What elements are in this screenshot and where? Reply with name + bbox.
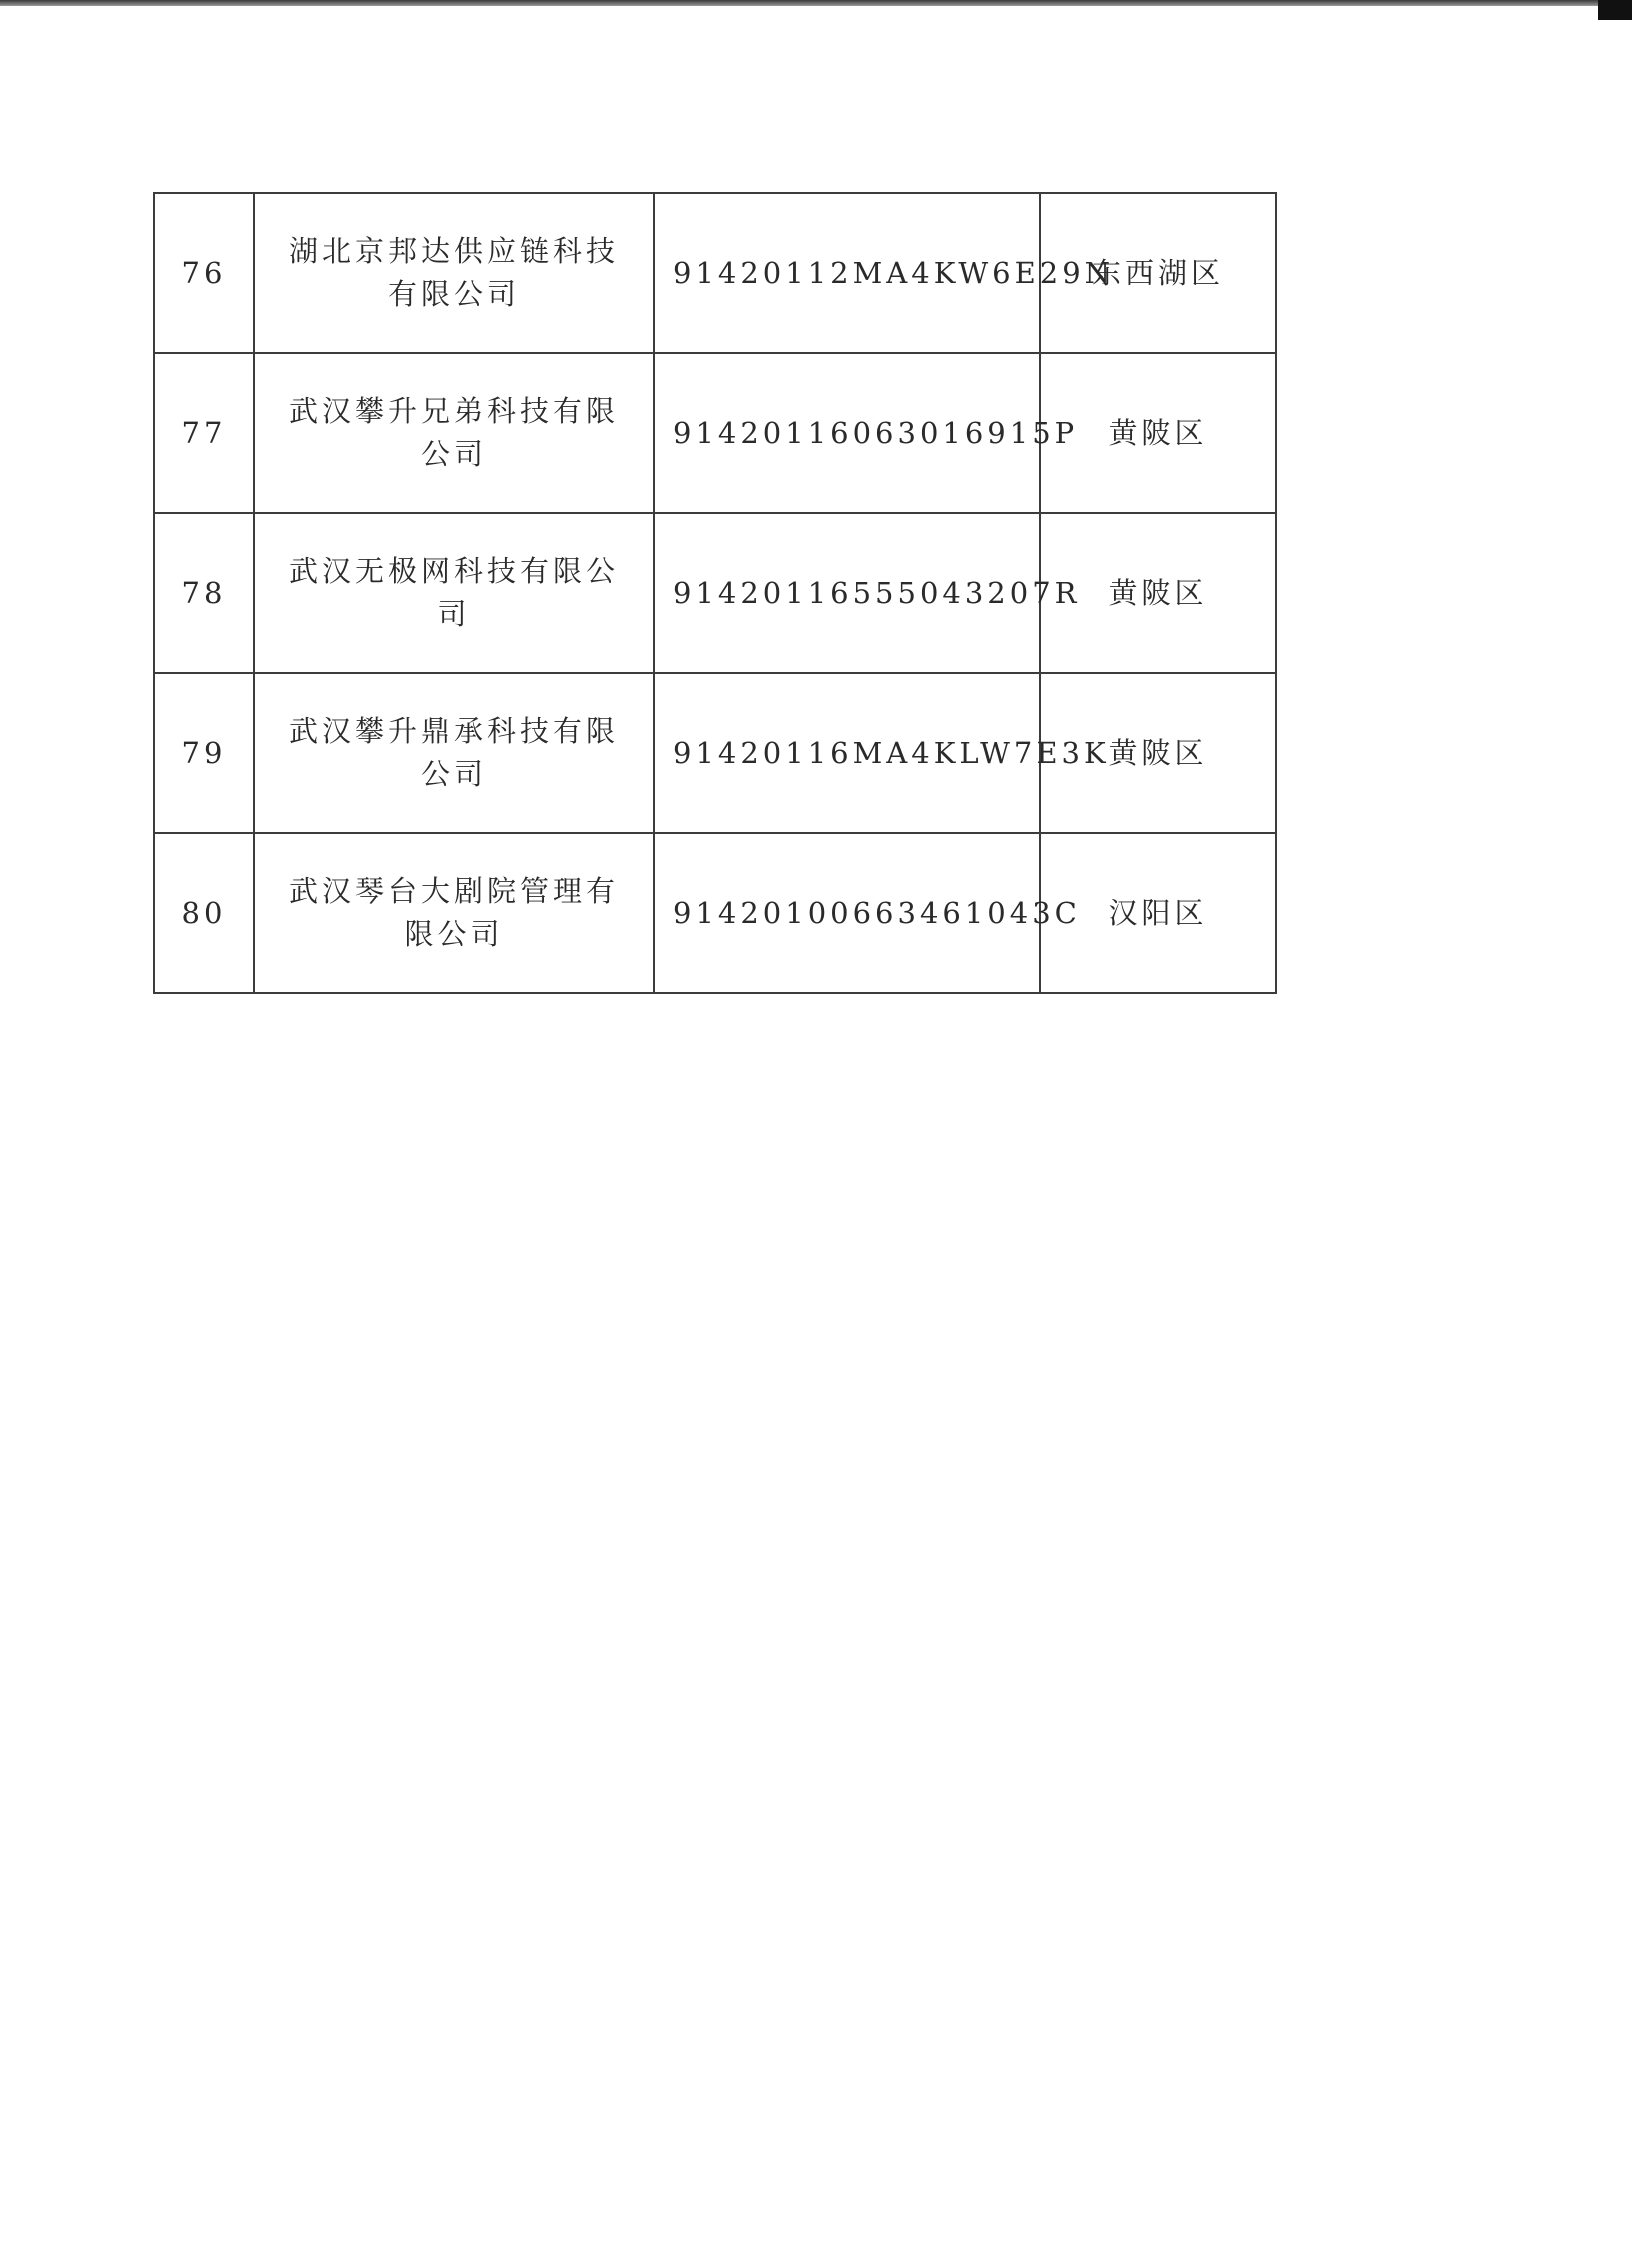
row-index: 78 [154,513,254,673]
scan-top-edge [0,0,1632,6]
company-name: 武汉攀升兄弟科技有限公司 [254,353,654,513]
table-row [154,353,1276,513]
table-row [154,673,1276,833]
district: 东西湖区 [1040,193,1276,353]
district: 黄陂区 [1040,673,1276,833]
credit-code: 91420116MA4KLW7E3K [654,673,1040,833]
row-index: 76 [154,193,254,353]
district: 黄陂区 [1040,353,1276,513]
credit-code: 91420116063016915P [654,353,1040,513]
company-name: 武汉琴台大剧院管理有限公司 [254,833,654,993]
row-index: 79 [154,673,254,833]
company-name: 湖北京邦达供应链科技有限公司 [254,193,654,353]
credit-code: 91420100663461043C [654,833,1040,993]
company-name: 武汉无极网科技有限公司 [254,513,654,673]
row-index: 80 [154,833,254,993]
table-row [154,193,1276,353]
district: 汉阳区 [1040,833,1276,993]
row-index: 77 [154,353,254,513]
table-row [154,513,1276,673]
credit-code: 91420116555043207R [654,513,1040,673]
district: 黄陂区 [1040,513,1276,673]
company-table [153,192,1277,994]
credit-code: 91420112MA4KW6E29N [654,193,1040,353]
scan-corner-mark [1598,0,1632,20]
company-name: 武汉攀升鼎承科技有限公司 [254,673,654,833]
table-row [154,833,1276,993]
